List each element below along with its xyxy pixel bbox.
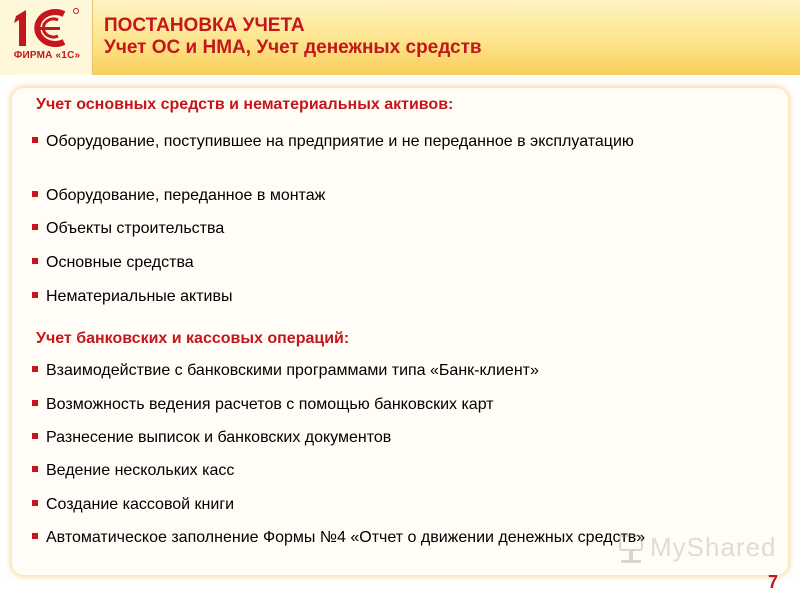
bullet-icon (32, 137, 38, 143)
section-heading-banking: Учет банковских и кассовых операций: (36, 330, 350, 347)
list-item: Объекты строительства (32, 219, 732, 239)
list-item: Автоматическое заполнение Формы №4 «Отчет о движении денежных средств» (32, 528, 732, 548)
bullet-icon (32, 500, 38, 506)
section-heading-assets: Учет основных средств и нематериальных активов: (36, 96, 454, 113)
list-item: Создание кассовой книги (32, 495, 732, 515)
list-item: Нематериальные активы (32, 287, 732, 307)
bullet-icon (32, 466, 38, 472)
slide-subtitle: Учет ОС и НМА, Учет денежных средств (104, 37, 482, 58)
slide-header (0, 0, 800, 75)
list-item: Оборудование, поступившее на предприятие и не переданное в эксплуатацию (32, 132, 732, 152)
list-item: Разнесение выписок и банковских документов (32, 428, 732, 448)
slide-title: ПОСТАНОВКА УЧЕТА (104, 15, 305, 36)
bullet-icon (32, 366, 38, 372)
bullet-icon (32, 224, 38, 230)
page-number: 7 (767, 572, 778, 592)
watermark-icon (614, 530, 648, 570)
list-item: Оборудование, переданное в монтаж (32, 186, 732, 206)
bullet-icon (32, 191, 38, 197)
bullet-icon (32, 433, 38, 439)
list-item: Взаимодействие с банковскими программами типа «Банк-клиент» (32, 361, 732, 381)
bullet-icon (32, 258, 38, 264)
list-item: Основные средства (32, 253, 732, 273)
bullet-icon (32, 400, 38, 406)
bullet-icon (32, 533, 38, 539)
logo-1c-icon (8, 6, 84, 50)
watermark (612, 530, 777, 572)
logo-caption: ФИРМА «1С» (13, 50, 81, 61)
company-logo (0, 0, 93, 75)
bullet-icon (32, 292, 38, 298)
list-item: Возможность ведения расчетов с помощью банковских карт (32, 395, 732, 415)
watermark-text: MyShared (650, 532, 777, 562)
list-item: Ведение нескольких касс (32, 461, 732, 481)
